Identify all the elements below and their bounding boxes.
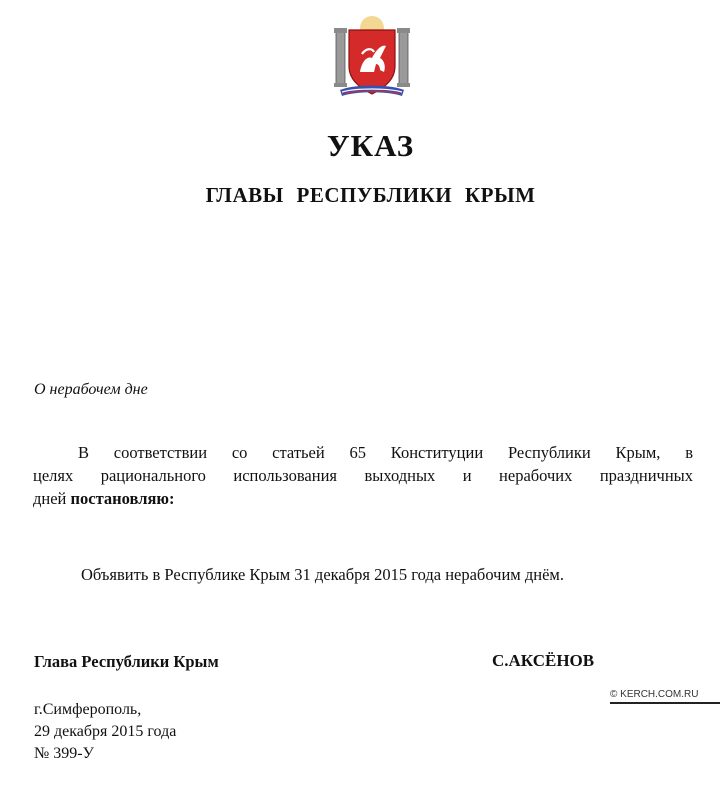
document-title: УКАЗ <box>326 128 415 163</box>
document-subject: О нерабочем дне <box>34 381 148 398</box>
body-decree-word: постановляю: <box>70 489 175 508</box>
issue-date: 29 декабря 2015 года <box>34 723 177 740</box>
issue-details <box>34 699 176 765</box>
body-line-3-text: дней <box>33 489 71 508</box>
issue-place: г.Симферополь, <box>34 701 142 718</box>
document-subtitle: ГЛАВЫ РЕСПУБЛИКИ КРЫМ <box>205 183 536 207</box>
signature-title: Глава Республики Крым <box>34 652 219 671</box>
crimea-coat-of-arms-icon <box>332 14 412 100</box>
declaration-text: Объявить в Республике Крым 31 декабря 2015 года нерабочим днём. <box>81 565 564 584</box>
watermark: © KERCH.COM.RU <box>610 689 720 704</box>
signature-name: С.АКСЁНОВ <box>492 651 595 670</box>
body-line-3 <box>33 487 693 510</box>
document-body <box>33 441 693 510</box>
decree-number: № 399-У <box>34 745 94 762</box>
body-line-1: В соответствии со статьей 65 Конституции Республики Крым, в <box>78 443 693 462</box>
body-line-2: целях рационального использования выходных и нерабочих праздничных <box>33 466 693 485</box>
